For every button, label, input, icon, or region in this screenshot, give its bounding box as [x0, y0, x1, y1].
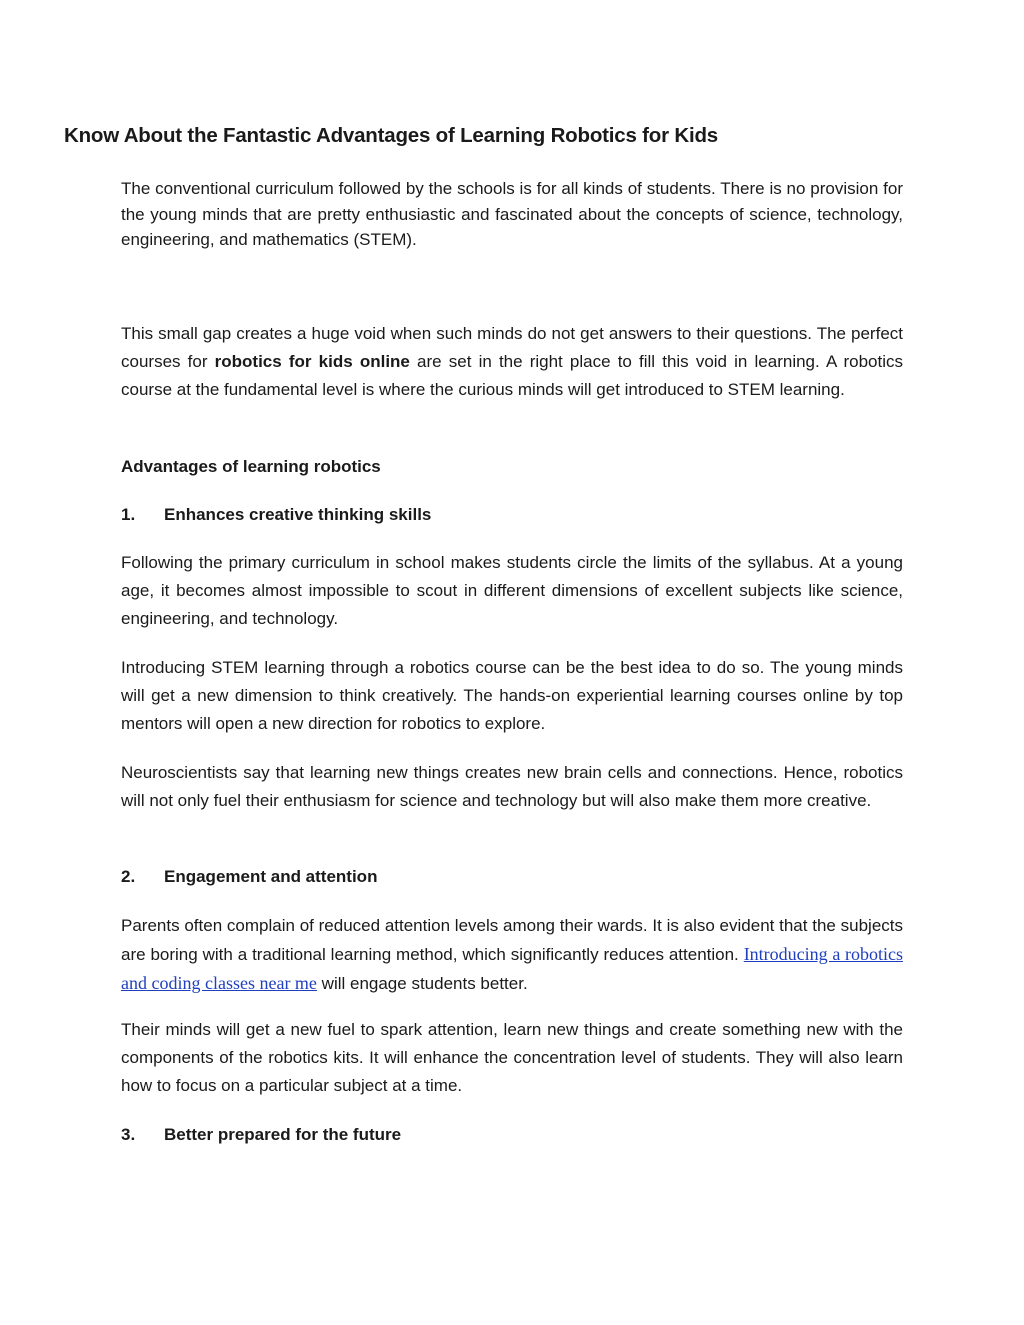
item-3-heading-text: Better prepared for the future — [164, 1125, 402, 1144]
gap-paragraph-text-end: are set in the right place to fill this void in learning. A robotics course at the fundamental level is where the curious minds will get introduced to STEM learning. — [121, 352, 904, 399]
item-3-heading — [121, 1121, 401, 1149]
item-3-number: 3. — [121, 1125, 136, 1144]
gap-paragraph-bold-term: robotics for kids online — [214, 352, 410, 371]
item-2-paragraph-2: Their minds will get a new fuel to spark attention, learn new things and create something new with the components of the robotics kits. It will enhance the concentration level of students. They will also learn how to focus on a particular subject at a time. — [121, 1020, 903, 1095]
item-2-paragraph-1-text: Parents often complain of reduced attention levels among their wards. It is also evident that the subjects are boring with a traditional learning method, which significantly reduces attention. — [121, 916, 903, 964]
item-1-heading-text: Enhances creative thinking skills — [164, 505, 432, 524]
item-2-paragraph-1 — [121, 912, 903, 998]
item-1-paragraph-2: Introducing STEM learning through a robotics course can be the best idea to do so. The young minds will get a new dimension to think creatively. The hands-on experiential learning courses online by top mentors will open a new direction for robotics to explore. — [121, 658, 903, 733]
gap-paragraph — [121, 320, 903, 404]
robotics-coding-classes-link[interactable]: Introducing a robotics and coding classes near me — [121, 944, 903, 993]
item-1-paragraph-1: Following the primary curriculum in school makes students circle the limits of the syllabus. At a young age, it becomes almost impossible to scout in different dimensions of excellent subjects like science, engineering, and technology. — [121, 553, 903, 628]
section-heading: Advantages of learning robotics — [121, 457, 381, 476]
item-2-paragraph-1-end: will engage students better. — [316, 974, 528, 993]
item-1-number: 1. — [121, 505, 136, 524]
item-1-paragraph-3: Neuroscientists say that learning new things creates new brain cells and connections. Hence, robotics will not only fuel their enthusiasm for science and technology but will also make them more creative. — [121, 763, 903, 810]
item-2-number: 2. — [121, 867, 136, 886]
document-title: Know About the Fantastic Advantages of Learning Robotics for Kids — [63, 124, 719, 147]
item-2-heading-text: Engagement and attention — [164, 867, 378, 886]
item-2-heading — [121, 863, 377, 891]
item-1-heading — [121, 501, 431, 529]
intro-paragraph: The conventional curriculum followed by the schools is for all kinds of students. There is no provision for the young minds that are pretty enthusiastic and fascinated about the concepts of science, technology, engineering, and mathematics (STEM). — [121, 179, 903, 249]
gap-paragraph-text: This small gap creates a huge void when such minds do not get answers to their questions. The perfect courses for — [121, 324, 903, 371]
